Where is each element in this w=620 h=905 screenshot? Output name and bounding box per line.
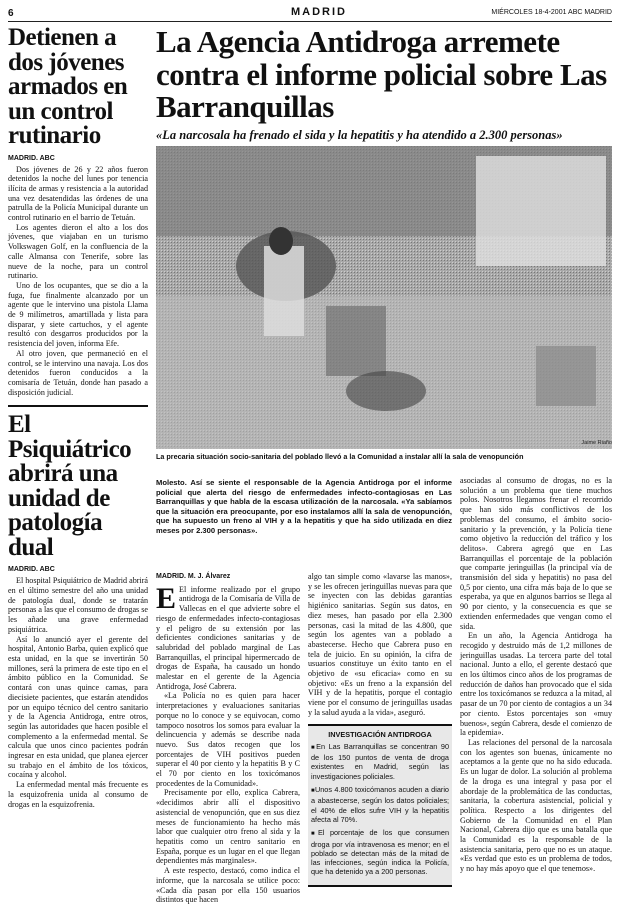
article-column-2 (308, 572, 452, 887)
paragraph: Al otro joven, que permaneció en el control, se le intervino una navaja. Los dos detenidos fueron conducidos a la comisaría de Tetuán, donde han pasado a disposición judicial. (8, 348, 148, 397)
info-box-item: ■ Unos 4.800 toxicómanos acuden a diario a abastecerse, según los datos policiales; el 40% de ellos sufre VIH y la hepatitis afecta al 70%. (311, 785, 449, 824)
paragraph-text: El informe realizado por el grupo antidroga de la Comisaría de Villa de Vallecas en el que advierte sobre el riesgo de enfermedades infecto-contagiosas y el peligro de su extensión por las deficientes condiciones sanitarias y de salubridad del poblado marginal de Las Barranquillas, el principal hipermercado de drogas de España, ha causado un hondo malestar en el gerente de la Agencia Antidroga, José Cabrera. (156, 584, 300, 691)
paragraph: Así lo anunció ayer el gerente del hospital, Antonio Barba, quien explicó que esta unidad, en la que se invertirán 50 millones, será la primera de este tipo en el ámbito público en la Comunidad. Se contará con unas quince camas, para diecisiete pacientes, que estarán atendidos por un equipo técnico del centro sanitario y de la Agencia Antidroga, entre otros, según las autoridades que hacen posible el complemento a la enfermedad mental. Se calcula que unos cinco pacientes podrán ingresar en esta unidad, que planea ejercer su trabajo en el ámbito de los tóxicos, cocaína y alcohol. (8, 634, 148, 780)
paragraph: «La Policía no es quien para hacer interpretaciones y evaluaciones sanitarias porque no lo conoce y se equivocan, como tampoco nosotros los somos para evaluar la delincuencia y además se describe nada nuevo. Sus datos recogen que los porcentajes de VIH positivos pueden superar el 40 por ciento y la hepatitis B y C el 70 por ciento en los toxicómanos procedentes de la Comunidad». (156, 691, 300, 788)
byline: MADRID. M. J. Álvarez (156, 573, 231, 580)
section-title: MADRID (291, 6, 347, 18)
paragraph: Uno de los ocupantes, que se dio a la fuga, fue finalmente alcanzado por un agente que le intervino una pistola Llama de 9 milímetros, amartillada y lista para disparar, y siete cartuchos, y el agente resultó con desgarros producidos por la resistencia del joven, informa Efe. (8, 280, 148, 349)
article-headline-arrests: Detienen a dos jóvenes armados en un control rutinario (8, 24, 128, 149)
info-box-title: INVESTIGACIÓN ANTIDROGA (328, 729, 432, 739)
page-number: 6 (8, 8, 14, 19)
paragraph: Las relaciones del personal de la narcosala con los agentes son buenas, únicamente no aceptamos a la gente que no ha sido educada. Es un lugar de dolor. La solución al problema de la droga es una integral y pasa por el abordaje de la problemática de las conductas, sanitaria, la cobertura asistencial, policial y política. Respecto a los dirigentes del Gobierno de la Comunidad en el Plan Nacional, Cabrera dijo que es una batalla que la Comunidad es la responsable de la asistencia sanitaria, pero que no es un ataque. «Es verdad que esto es un problema de todos, y no hay más apoyo que el que tenemos». (460, 737, 612, 874)
left-column (8, 26, 148, 866)
news-photo (156, 146, 612, 449)
paragraph: El hospital Psiquiátrico de Madrid abrirá en el último semestre del año una unidad de patología dual, donde se tratarán personas a las que el consumo de drogas se les añade una grave enfermedad psiquiátrica. (8, 576, 148, 634)
paragraph: La enfermedad mental más frecuente es la esquizofrenia unida al consumo de drogas en la esquizofrenia. (8, 780, 148, 809)
paragraph: En un año, la Agencia Antidroga ha recogido y destruido más de 1,2 millones de jeringuillas usadas. La tercera parte del total nacional. Junto a ello, el gerente destacó que en los últimos cinco años de los programas de reducción de daños han provocado que el sida entre los toxicómanos se reduzca a la mitad, al pasar de un 70 por ciento de contagios a un 34 por ciento. Estos porcentajes son «muy buenos», según Cabrera, desde el comienzo de la epidemia». (460, 631, 612, 738)
paragraph: A este respecto, destacó, como indica el informe, que la narcosala se utilice poco: «Cada día pasan por ella 150 usuarios distintos que hacen (156, 866, 300, 905)
paragraph: Dos jóvenes de 26 y 22 años fueron detenidos la noche del lunes por tenencia ilícita de armas y resistencia a la autoridad una vez desatendidas las órdenes de una patrulla de la Policía Municipal durante un control rutinario en el barrio de Tetuán. (8, 164, 148, 223)
byline: MADRID. ABC (8, 566, 55, 574)
info-box-item: ■ El porcentaje de los que consumen droga por vía intravenosa es menor; en el poblado se detectan más de la mitad de las infecciones, según indica la Policía, que ha detenido ya a 200 personas. (311, 828, 449, 876)
info-box (308, 724, 452, 887)
article-body-arrests (8, 165, 148, 398)
paragraph: Precisamente por ello, explica Cabrera, «decidimos abrir allí el dispositivo asistencial de venopunción, que en sus diez meses de funcionamiento ha hecho más labor que cualquier otro freno al sida y la hepatitis como un centro sanitario en España, porque es un lugar en el que llegan dependientes más marginales». (156, 788, 300, 866)
main-subheadline: «La narcosala ha frenado el sida y la hepatitis y ha atendido a 2.300 personas» (156, 127, 563, 142)
article-body-psychiatric (8, 576, 148, 809)
paragraph (156, 581, 300, 692)
main-article (156, 24, 612, 905)
article-headline-psychiatric: El Psiquiátrico abrirá una unidad de patología dual (8, 411, 132, 561)
article-column-3 (460, 476, 612, 874)
main-headline: La Agencia Antidroga arremete contra el informe policial sobre Las Barranquillas (156, 24, 607, 125)
photo-credit: Jaime Riaño (581, 440, 612, 446)
article-column-1 (156, 572, 300, 905)
photo-caption (156, 452, 612, 461)
info-box-item: ■ En Las Barranquillas se concentran 90 de los 150 puntos de venta de droga existentes en Madrid, según las investigaciones policiales. (311, 742, 449, 781)
page-header (8, 6, 612, 22)
issue-date: MIÉRCOLES 18-4-2001 ABC MADRID (491, 9, 612, 16)
paragraph: algo tan simple como «lavarse las manos», y se les ofrecen jeringuillas nuevas para que se inyecten con las debidas garantías higiénico sanitarias. Según sus datos, en diez meses, han pasado por ella 2.300 personas, casi la mitad de las 4.800, que según los agentes van a poblado a abastecerse. Hecho que Cabrera puso en tela de juicio. En su opinión, la cifra de usuarios constituye un éxito tanto en el objetivo de «su eficacia» como en su objetivo: «Es un freno a la expansión del VIH y de la hepatitis, porque el contagio viene por el consumo de jeringuillas usadas y la salud ayuda a la vida», aseguró. (308, 572, 452, 717)
article-lead: Molesto. Así se siente el responsable de la Agencia Antidroga por el informe policial que alerta del riesgo de enfermedades infecto-contagiosas en Las Barranquillas y que habla de la escasa utilización de la narcosala. «Ya sabíamos que la situación era preocupante, por eso instalamos allí la sala de venopunción, que ha supuesto un freno al VIH y a la hepatitis y que ha sido utilizada en diez meses por 2.300 personas». (156, 478, 452, 535)
paragraph: asociadas al consumo de drogas, no es la solución a un problema que tiene muchos polos. Nosotros llegamos frenar el recorrido que han sido más conflictivos de los problemas del consumo, el ámbito socio-sanitario y la prevención, y la Policía tiene como objetivo la reducción del tráfico y los delitos». Cabrera agregó que en Las Barranquillas el porcentaje de la población que comparte jeringuillas (la principal vía de transmisión del sida y hepatitis) no pasa del 0,5 por ciento, una cifra más baja de lo que se esperaba, ya que en algunos barrios se llega al 90 por ciento, y la consecuencia es que se extienden enfermedades que vengan como el sida. (460, 476, 612, 631)
caption-text: La precaria situación socio-sanitaria del poblado llevó a la Comunidad a instalar allí la sala de venopunción (156, 452, 524, 461)
drop-cap: E (156, 581, 177, 615)
byline: MADRID. ABC (8, 154, 55, 162)
paragraph: Los agentes dieron el alto a los dos jóvenes, que viajaban en un turismo Volkswagen Golf, en la confluencia de la calle Almansa con Tenerife, sobre las nueve de la noche, para un control rutinario. (8, 222, 148, 281)
divider (8, 405, 148, 407)
photo-illustration (156, 146, 612, 449)
